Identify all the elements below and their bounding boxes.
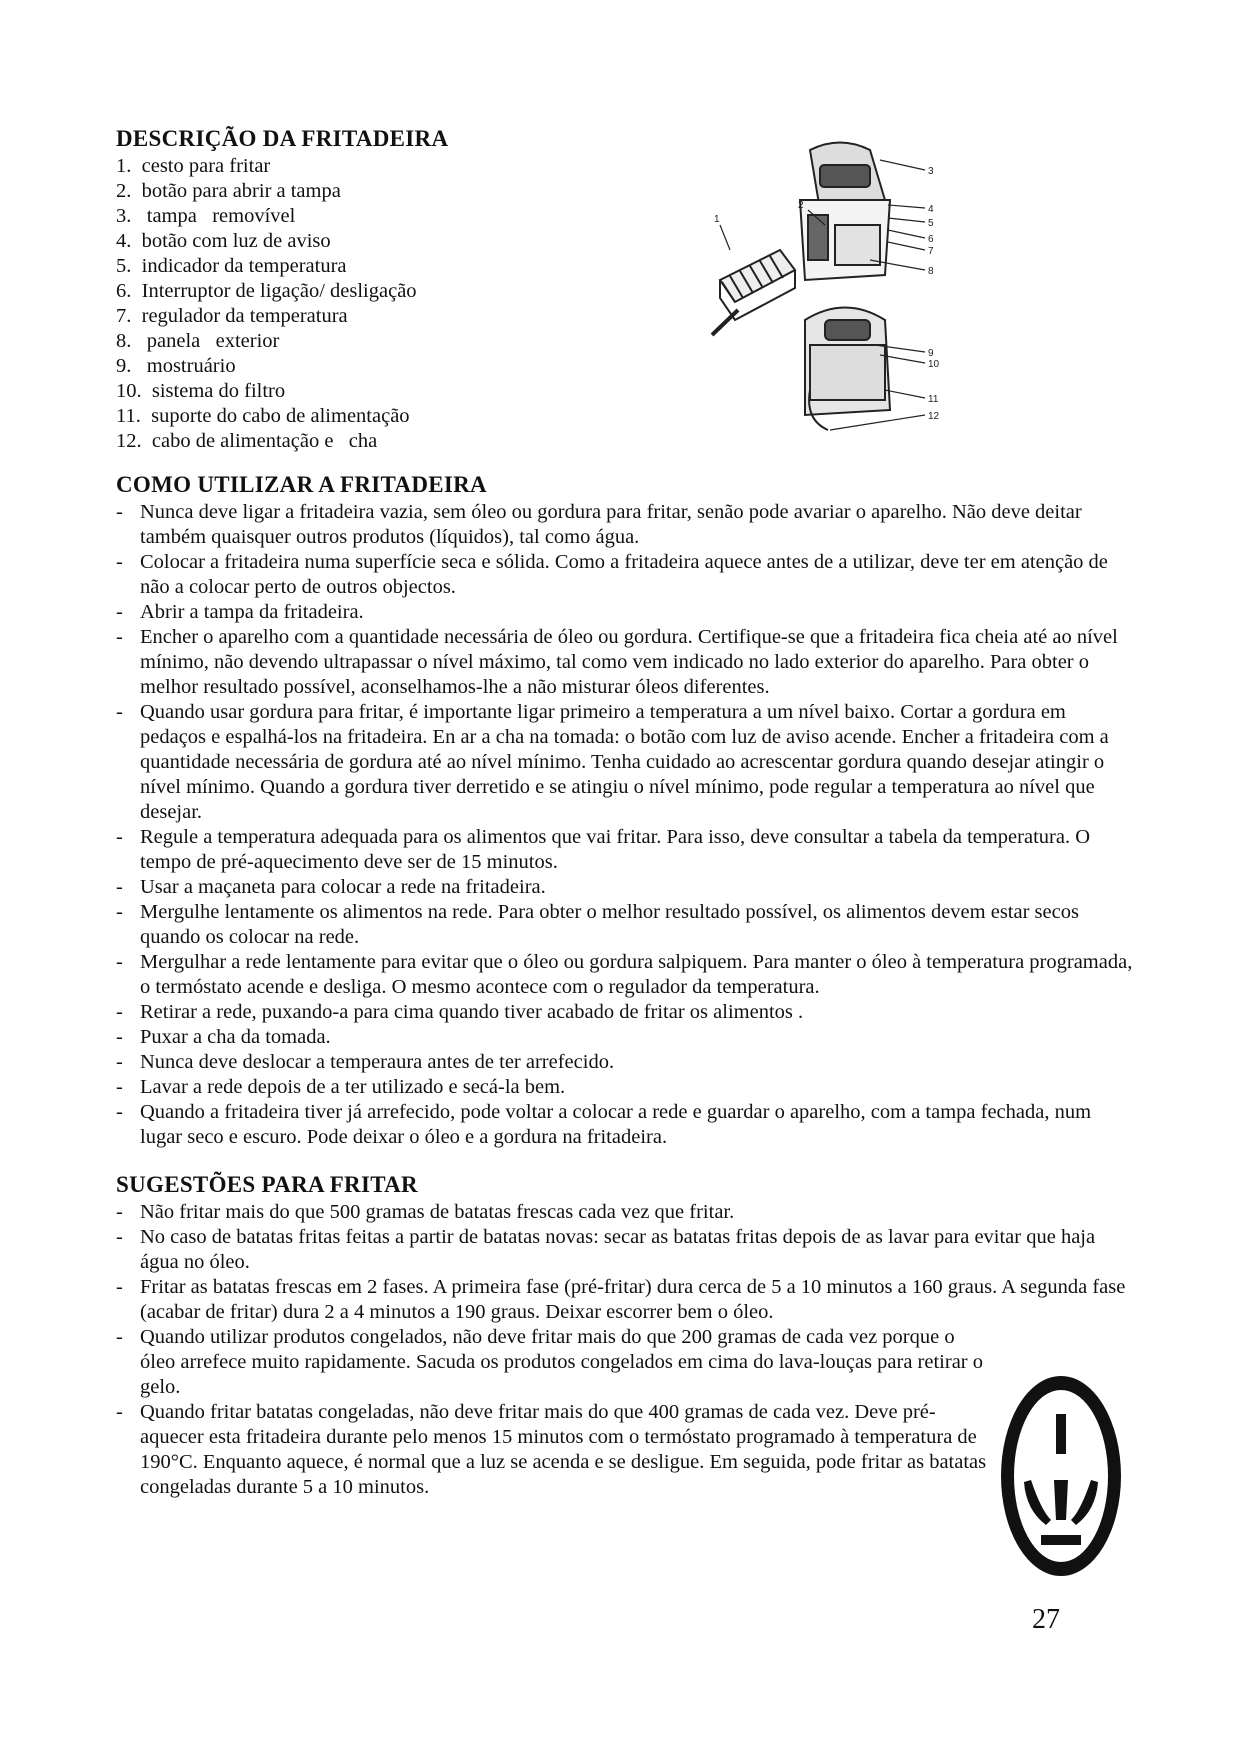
diagram-label: 2 [798, 200, 804, 211]
list-item: - Quando fritar batatas congeladas, não deve fritar mais do que 400 gramas de cada vez. Deve pré-aquecer esta fritadeira durante pelo menos 15 minutos com o termóstato programado à temperatura de 190°C. Enquanto aquece, é normal que a luz se acenda e se desligue. Em seguida, pode fritar as batatas congeladas durante 5 a 10 minutos. [116, 1400, 990, 1500]
list-item: 3. tampa removível [116, 205, 296, 227]
list-item: - No caso de batatas fritas feitas a partir de batatas novas: secar as batatas fritas depois de as lavar para evitar que haja água no óleo. [116, 1225, 1136, 1275]
diagram-label: 3 [928, 166, 934, 177]
list-item: - Quando usar gordura para fritar, é importante ligar primeiro a temperatura a um nível baixo. Cortar a gordura em pedaços e espalhá-los na fritadeira. En ar a cha na tomada: o botão com luz de aviso acende. Encher a fritadeira com a quantidade necessária de gordura até ao nível mínimo. Tenha cuidado ao acrescentar gordura quando desejar atingir o nível mínimo. Quando a gordura tiver derretido e se atingiu o nível mínimo, pode regular a temperatura ao nível que desejar. [116, 700, 1136, 825]
page-number: 27 [1032, 1604, 1060, 1635]
list-item: 11. suporte do cabo de alimentação [116, 405, 410, 427]
diagram-label: 8 [928, 266, 934, 277]
list-item: - Nunca deve deslocar a temperaura antes de ter arrefecido. [116, 1050, 1136, 1075]
list-item: 5. indicador da temperatura [116, 255, 347, 277]
list-item: - Regule a temperatura adequada para os alimentos que vai fritar. Para isso, deve consultar a tabela da temperatura. O tempo de pré-aquecimento deve ser de 15 minutos. [116, 825, 1136, 875]
list-item: 7. regulador da temperatura [116, 305, 348, 327]
diagram-label: 9 [928, 348, 934, 359]
list-item: 4. botão com luz de aviso [116, 230, 331, 252]
list-item: 10. sistema do filtro [116, 380, 286, 402]
list-item: - Encher o aparelho com a quantidade necessária de óleo ou gordura. Certifique-se que a fritadeira fica cheia até ao nível mínimo, não devendo ultrapassar o nível máximo, tal como vem indicado no lado exterior do aparelho. Para obter o melhor resultado possível, aconselhamos-lhe a não misturar óleos diferentes. [116, 625, 1136, 700]
list-item: 8. panela exterior [116, 330, 280, 352]
list-item: 12. cabo de alimentação e cha [116, 430, 378, 452]
basket-illustration [712, 250, 795, 335]
list-item: - Retirar a rede, puxando-a para cima quando tiver acabado de fritar os alimentos . [116, 1000, 1136, 1025]
list-item: 2. botão para abrir a tampa [116, 180, 341, 202]
list-item: - Usar a maçaneta para colocar a rede na fritadeira. [116, 875, 1136, 900]
list-item: 1. cesto para fritar [116, 155, 271, 177]
diagram-label: 7 [928, 246, 934, 257]
list-item: - Puxar a cha da tomada. [116, 1025, 1136, 1050]
list-item: - Não fritar mais do que 500 gramas de batatas frescas cada vez que fritar. [116, 1200, 1136, 1225]
section-title-tips: SUGESTÕES PARA FRITAR [116, 1172, 418, 1197]
diagram-label: 4 [928, 204, 934, 215]
list-item: 6. Interruptor de ligação/ desligação [116, 280, 417, 302]
list-item: 9. mostruário [116, 355, 236, 377]
brand-logo [996, 1370, 1126, 1582]
section-title-description: DESCRIÇÃO DA FRITADEIRA [116, 126, 449, 151]
list-item: - Mergulhar a rede lentamente para evitar que o óleo ou gordura salpiquem. Para manter o óleo à temperatura programada, o termóstato acende e desliga. O mesmo acontece com o regulador da temperatura. [116, 950, 1136, 1000]
list-item: - Quando utilizar produtos congelados, não deve fritar mais do que 200 gramas de cada vez porque o óleo arrefece muito rapidamente. Sacuda os produtos congelados em cima do lava-louças para retirar o gelo. [116, 1325, 990, 1400]
list-item: - Nunca deve ligar a fritadeira vazia, sem óleo ou gordura para fritar, senão pode avariar o aparelho. Não deve deitar também quaisquer outros produtos (líquidos), tal como água. [116, 500, 1136, 550]
open-fryer-illustration [800, 143, 890, 281]
list-item: - Fritar as batatas frescas em 2 fases. A primeira fase (pré-fritar) dura cerca de 5 a 10 minutos a 160 graus. A segunda fase (acabar de fritar) dura 2 a 4 minutos a 190 graus. Deixar escorrer bem o óleo. [116, 1275, 1136, 1325]
diagram-label: 11 [928, 394, 939, 405]
list-item: - Abrir a tampa da fritadeira. [116, 600, 1136, 625]
diagram-label: 1 [714, 214, 720, 225]
usage-list [116, 500, 1136, 1150]
closed-fryer-illustration [805, 308, 890, 431]
list-item: - Mergulhe lentamente os alimentos na rede. Para obter o melhor resultado possível, os alimentos devem estar secos quando os colocar na rede. [116, 900, 1136, 950]
section-title-usage: COMO UTILIZAR A FRITADEIRA [116, 472, 487, 497]
list-item: - Lavar a rede depois de a ter utilizado e secá-la bem. [116, 1075, 1136, 1100]
tips-list [116, 1200, 1136, 1500]
diagram-label: 10 [928, 359, 940, 370]
diagram-label: 5 [928, 218, 934, 229]
parts-list [116, 154, 417, 454]
list-item: - Colocar a fritadeira numa superfície seca e sólida. Como a fritadeira aquece antes de a utilizar, deve ter em atenção de não a colocar perto de outros objectos. [116, 550, 1136, 600]
list-item: - Quando a fritadeira tiver já arrefecido, pode voltar a colocar a rede e guardar o aparelho, com a tampa fechada, num lugar seco e escuro. Pode deixar o óleo e a gordura na fritadeira. [116, 1100, 1136, 1150]
fryer-diagram [700, 130, 980, 475]
diagram-label: 12 [928, 411, 940, 422]
diagram-label: 6 [928, 234, 934, 245]
